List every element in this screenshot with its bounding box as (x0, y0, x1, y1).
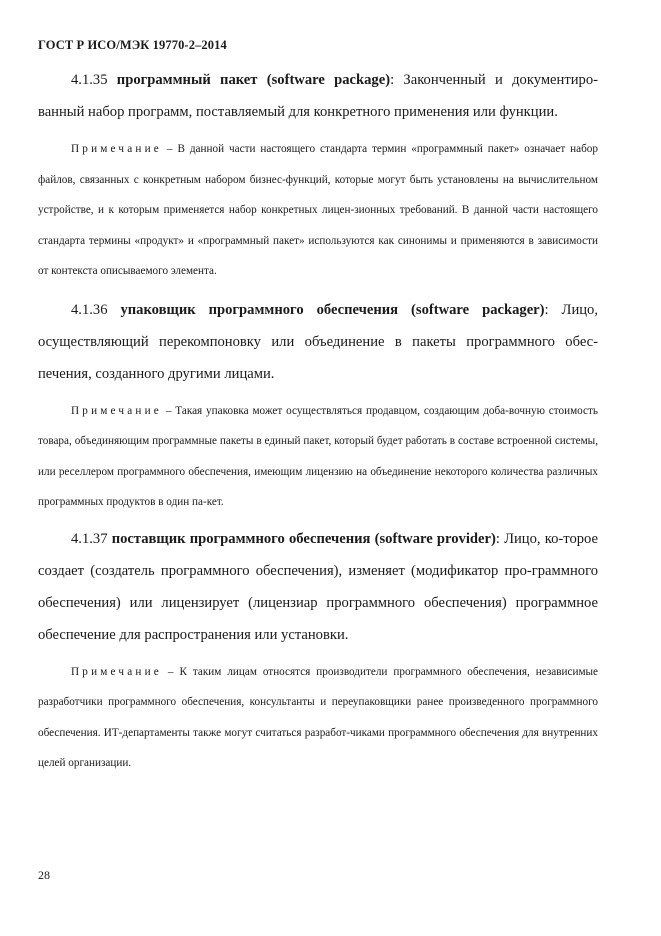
term-definition: : Лицо, осуществляющий перекомпоновку или объединение в пакеты программного обес-печения, созданного другими лицами. (38, 301, 599, 382)
term-entry-4-1-37 (38, 523, 598, 651)
term-title: упаковщик программного обеспечения (software packager) (120, 301, 545, 318)
note-4-1-35 (38, 134, 598, 287)
note-dash: – (161, 404, 176, 417)
page-number: 28 (38, 868, 50, 882)
term-number: 4.1.35 (71, 72, 108, 88)
note-label: Примечание (71, 404, 162, 417)
note-dash: – (161, 665, 180, 678)
note-text: К таким лицам относятся производители программного обеспечения, независимые разработчики программного обеспечения, консультанты и переупаковщики ранее произведенного программного обеспечения. ИТ-департаменты также могут считаться разработ-чиками программного обеспечения для внутренних целей организации. (38, 665, 599, 769)
term-number: 4.1.36 (71, 301, 108, 318)
note-4-1-36 (38, 396, 598, 518)
term-title: программный пакет (software package) (116, 72, 391, 88)
term-definition: : Законченный и документиро-ванный набор программ, поставляемый для конкретного применения или функции. (38, 72, 598, 120)
note-label: Примечание (71, 665, 162, 678)
note-label: Примечание (71, 143, 162, 155)
document-body (38, 64, 598, 779)
term-definition: : Лицо, ко-торое создает (создатель программного обеспечения), изменяет (модификатор про-граммного обеспечения) или лицензирует (лицензиар программного обеспечения) программное обеспечение для распространения или установки. (38, 530, 598, 643)
term-entry-4-1-35 (38, 64, 598, 128)
note-4-1-37 (38, 657, 598, 779)
note-text: Такая упаковка может осуществляться продавцом, создающим доба-вочную стоимость товара, объединяющим программные пакеты в единый пакет, который будет работать в составе встроенной системы, или реселлером программного обеспечения, имеющим лицензию на объединение некоторого количества различных программных продуктов в один па-кет. (38, 404, 598, 508)
term-number: 4.1.37 (71, 530, 108, 547)
note-dash: – (161, 143, 178, 155)
note-text: В данной части настоящего стандарта термин «программный пакет» означает набор файлов, связанных с конкретным набором бизнес-функций, которые могут быть установлены на вычислительном устройстве, и к которым применяется набор конкретных лицен-зионных требований. В данной части настоящего стандарта термины «продукт» и «программный пакет» используются как синонимы и применяются в зависимости от контекста описываемого элемента. (38, 143, 598, 277)
term-title: поставщик программного обеспечения (software provider) (111, 530, 496, 547)
term-entry-4-1-36 (38, 294, 598, 390)
document-header: ГОСТ Р ИСО/МЭК 19770-2–2014 (38, 38, 227, 52)
